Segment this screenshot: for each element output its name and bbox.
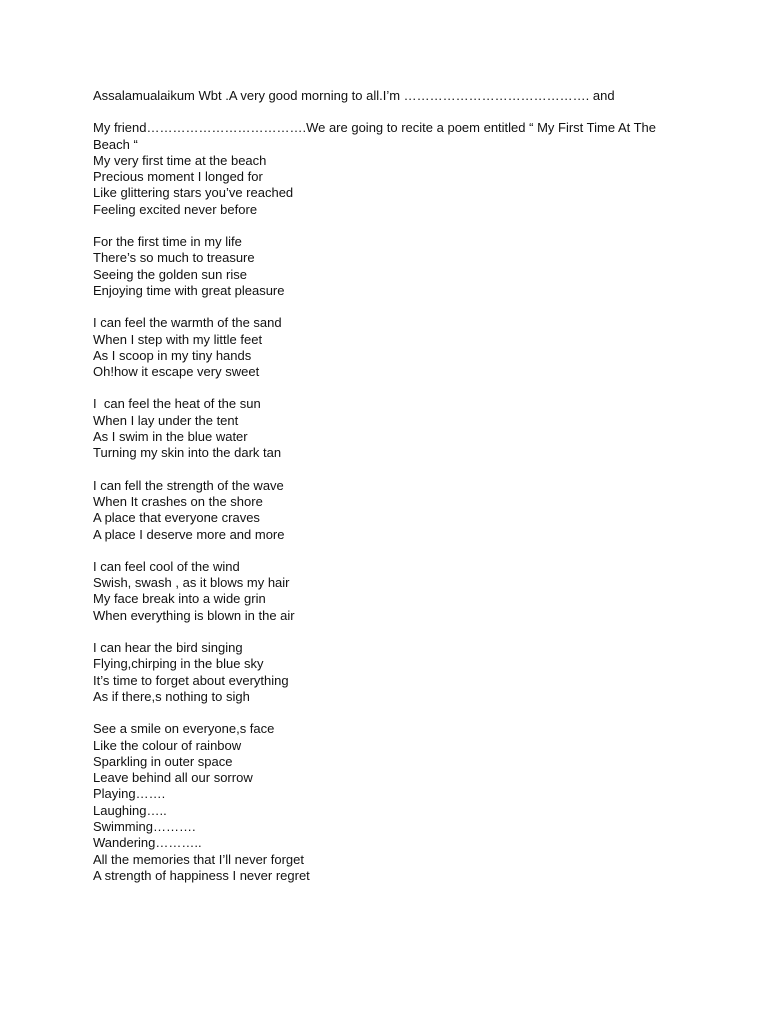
poem-stanza: [93, 234, 693, 299]
announcement-line: My friend……………………………….We are going to recite a poem entitled “ My First Time At The Beach “: [93, 120, 657, 152]
poem-line: When I step with my little feet: [93, 331, 263, 347]
poem-line: Leave behind all our sorrow: [93, 770, 253, 786]
document-body: [93, 88, 693, 884]
poem: [93, 153, 693, 884]
poem-line: All the memories that I’ll never forget: [93, 851, 304, 867]
poem-line: A place I deserve more and more: [93, 526, 285, 542]
poem-stanza: [93, 396, 693, 461]
poem-line: Precious moment I longed for: [93, 169, 263, 185]
poem-line: When everything is blown in the air: [93, 607, 295, 623]
poem-line: Laughing…..: [93, 802, 167, 818]
poem-stanza: [93, 640, 693, 705]
poem-line: Sparkling in outer space: [93, 753, 233, 769]
poem-line: Enjoying time with great pleasure: [93, 282, 285, 298]
poem-line: It’s time to forget about everything: [93, 672, 289, 688]
poem-line: Playing…….: [93, 786, 166, 802]
poem-line: As if there,s nothing to sigh: [93, 688, 250, 704]
poem-line: Oh!how it escape very sweet: [93, 364, 260, 380]
poem-line: Wandering………..: [93, 835, 202, 851]
poem-stanza: [93, 559, 693, 624]
poem-line: See a smile on everyone,s face: [93, 721, 275, 737]
poem-stanza: [93, 153, 693, 218]
poem-line: As I swim in the blue water: [93, 429, 248, 445]
poem-line: A strength of happiness I never regret: [93, 867, 310, 883]
poem-line: When I lay under the tent: [93, 412, 239, 428]
poem-line: For the first time in my life: [93, 234, 242, 250]
poem-line: I can feel the heat of the sun: [93, 396, 261, 412]
poem-line: Feeling excited never before: [93, 201, 258, 217]
poem-line: There’s so much to treasure: [93, 250, 255, 266]
poem-line: I can fell the strength of the wave: [93, 477, 284, 493]
poem-line: As I scoop in my tiny hands: [93, 347, 252, 363]
poem-line: Flying,chirping in the blue sky: [93, 656, 264, 672]
poem-line: Turning my skin into the dark tan: [93, 445, 282, 461]
poem-stanza: [93, 315, 693, 380]
poem-stanza: [93, 478, 693, 543]
poem-line: Seeing the golden sun rise: [93, 266, 247, 282]
poem-line: My very first time at the beach: [93, 152, 267, 168]
poem-line: Like the colour of rainbow: [93, 737, 242, 753]
poem-line: Swimming……….: [93, 818, 196, 834]
greeting-line: Assalamualaikum Wbt .A very good morning to all.I’m ……………………………………. and: [93, 88, 615, 103]
poem-line: My face break into a wide grin: [93, 591, 266, 607]
poem-stanza: [93, 721, 693, 884]
poem-line: Like glittering stars you’ve reached: [93, 185, 294, 201]
poem-line: I can feel cool of the wind: [93, 558, 240, 574]
poem-line: When It crashes on the shore: [93, 493, 263, 509]
poem-line: A place that everyone craves: [93, 510, 260, 526]
poem-line: I can feel the warmth of the sand: [93, 315, 282, 331]
poem-line: I can hear the bird singing: [93, 640, 243, 656]
poem-line: Swish, swash , as it blows my hair: [93, 575, 290, 591]
